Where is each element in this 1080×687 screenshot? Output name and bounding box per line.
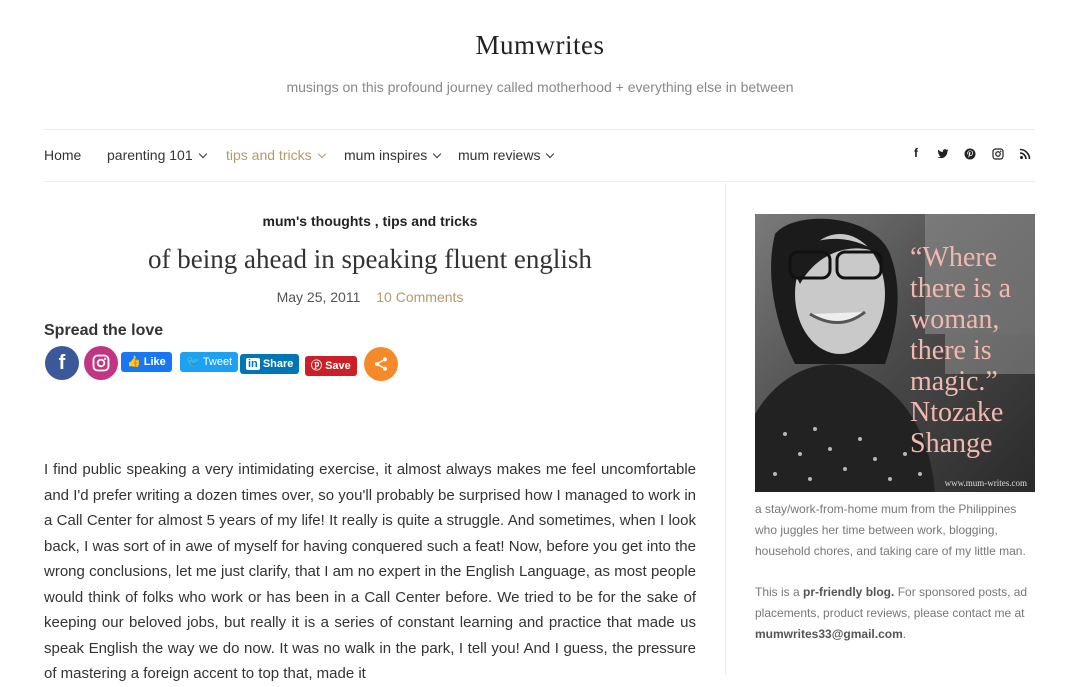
like-label: Like	[143, 356, 166, 368]
linkedin-share-button[interactable]	[240, 354, 299, 374]
post-meta	[44, 289, 696, 305]
contact-prefix: This is a	[755, 585, 804, 599]
pinterest-save-button[interactable]	[305, 356, 357, 376]
nav-item-label: mum reviews	[458, 147, 541, 163]
main-navigation	[44, 129, 1035, 182]
nav-item-tips-and-tricks[interactable]	[226, 147, 325, 163]
pinterest-save-label: Save	[325, 360, 351, 372]
chevron-down-icon	[433, 150, 441, 158]
site-tagline: musings on this profound journey called motherhood + everything else in between	[286, 79, 794, 95]
photo-watermark: www.mum-writes.com	[944, 478, 1027, 488]
instagram-share-button[interactable]	[84, 346, 118, 380]
pinterest-icon: ⓟ	[311, 360, 322, 372]
tweet-label: Tweet	[202, 356, 233, 368]
nav-item-label: tips and tricks	[226, 147, 312, 163]
author-contact	[755, 582, 1040, 645]
facebook-icon: f	[58, 352, 66, 374]
contact-pr-friendly: pr-friendly blog.	[803, 585, 895, 599]
category-separator: ,	[370, 213, 383, 229]
more-share-button[interactable]	[364, 347, 398, 381]
photo-quote: “Where there is a woman, there is magic.” Ntozake Shange	[910, 242, 1012, 459]
instagram-icon[interactable]	[990, 146, 1006, 163]
site-title[interactable]: Mumwrites	[475, 30, 605, 60]
linkedin-icon: in	[248, 358, 258, 370]
category-link[interactable]: tips and tricks	[382, 213, 478, 229]
chevron-down-icon	[546, 150, 554, 158]
nav-item-label: Home	[44, 147, 82, 163]
author-photo	[755, 214, 1035, 492]
post-date: May 25, 2011	[276, 289, 361, 305]
nav-item-label: mum inspires	[344, 147, 428, 163]
category-link[interactable]: mum's thoughts	[262, 213, 371, 229]
facebook-icon[interactable]: f	[914, 146, 918, 160]
rss-icon[interactable]	[1017, 146, 1033, 163]
nav-item-home[interactable]	[44, 147, 81, 163]
nav-item-parenting-101[interactable]	[107, 147, 206, 163]
contact-end: .	[902, 627, 907, 641]
thumbs-up-icon: 👍	[127, 356, 141, 368]
content-sidebar-divider	[725, 183, 726, 675]
facebook-like-button[interactable]	[121, 352, 172, 372]
contact-text: For sponsored posts, ad placements, product reviews, please contact me at	[755, 585, 1028, 620]
author-about: a stay/work-from-home mum from the Philippines who juggles her time between work, blogging, household chores, and taking care of my little man.	[755, 502, 1026, 558]
linkedin-share-label: Share	[262, 358, 294, 370]
nav-item-mum-inspires[interactable]	[344, 147, 440, 163]
comments-link[interactable]: 10 Comments	[376, 289, 464, 305]
facebook-share-button[interactable]	[45, 346, 79, 380]
post-title: of being ahead in speaking fluent english	[148, 244, 592, 274]
pinterest-icon[interactable]	[962, 146, 978, 163]
instagram-icon	[91, 353, 111, 373]
post-categories	[44, 213, 696, 229]
share-icon	[373, 356, 389, 372]
nav-item-mum-reviews[interactable]	[458, 147, 553, 163]
tweet-button[interactable]	[180, 352, 238, 372]
twitter-icon[interactable]	[935, 146, 951, 163]
contact-email[interactable]: mumwrites33@gmail.com	[755, 627, 903, 641]
chevron-down-icon	[317, 150, 325, 158]
share-heading: Spread the love	[44, 322, 164, 339]
twitter-icon: 🐦	[186, 356, 200, 368]
post-body: I find public speaking a very intimidating exercise, it almost always makes me feel uncomfortable and I'd prefer writing a dozen times over, so you'll probably be surprised how I managed to work in a Call Center for almost 5 years of my life! It really is quite a struggle. And sometimes, when I look back, I was sort of in awe of myself for having conquered such a feat! Now, before you get into the wrong conclusions, let me just clarify, that I am no expert in the English Language, as most people would think of folks who work or has been in a Call Center before. We tried to be for the sake of keeping our beloved jobs, but really it is a series of constant learning and practice that made us speak English the way we do now. It was no walk in the park, I tell you! And I guess, the pressure of mastering a foreign accent to top that, made it	[44, 461, 696, 682]
chevron-down-icon	[198, 150, 206, 158]
nav-item-label: parenting 101	[107, 147, 193, 163]
